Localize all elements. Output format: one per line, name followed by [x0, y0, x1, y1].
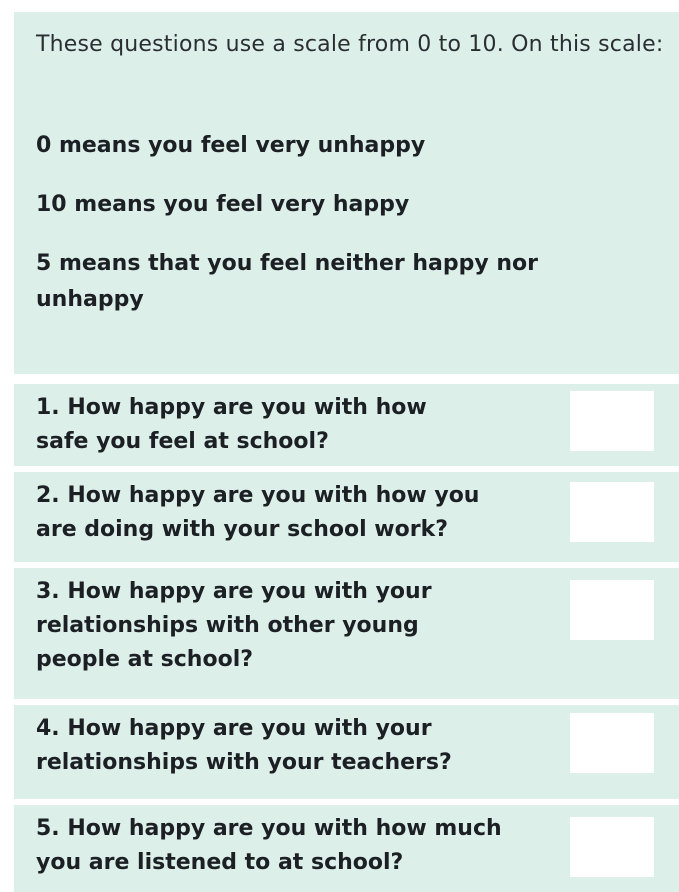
question-4-answer-input[interactable] [570, 713, 654, 773]
instructions-text: These questions use a scale from 0 to 10. On this scale: [36, 32, 664, 57]
question-row-3 [14, 568, 679, 699]
questionnaire-card [14, 12, 679, 880]
question-2-text: 2. How happy are you with how you are doing with your school work? [36, 483, 480, 542]
question-5-text: 5. How happy are you with how much you are listened to at school? [36, 816, 502, 875]
question-4-text: 4. How happy are you with your relationships with your teachers? [36, 716, 452, 775]
question-1-answer-input[interactable] [570, 391, 654, 451]
question-row-5 [14, 805, 679, 892]
scale-five-description: 5 means that you feel neither happy nor unhappy [36, 251, 539, 312]
instructions-panel [14, 12, 679, 374]
question-row-2 [14, 472, 679, 562]
question-5-answer-input[interactable] [570, 817, 654, 877]
question-row-4 [14, 705, 679, 799]
question-3-text: 3. How happy are you with your relationships with other young people at school? [36, 579, 432, 672]
question-2-answer-input[interactable] [570, 482, 654, 542]
question-row-1 [14, 384, 679, 466]
scale-ten-description: 10 means you feel very happy [36, 192, 410, 217]
question-3-answer-input[interactable] [570, 580, 654, 640]
question-1-text: 1. How happy are you with how safe you feel at school? [36, 395, 427, 454]
scale-zero-description: 0 means you feel very unhappy [36, 133, 426, 158]
